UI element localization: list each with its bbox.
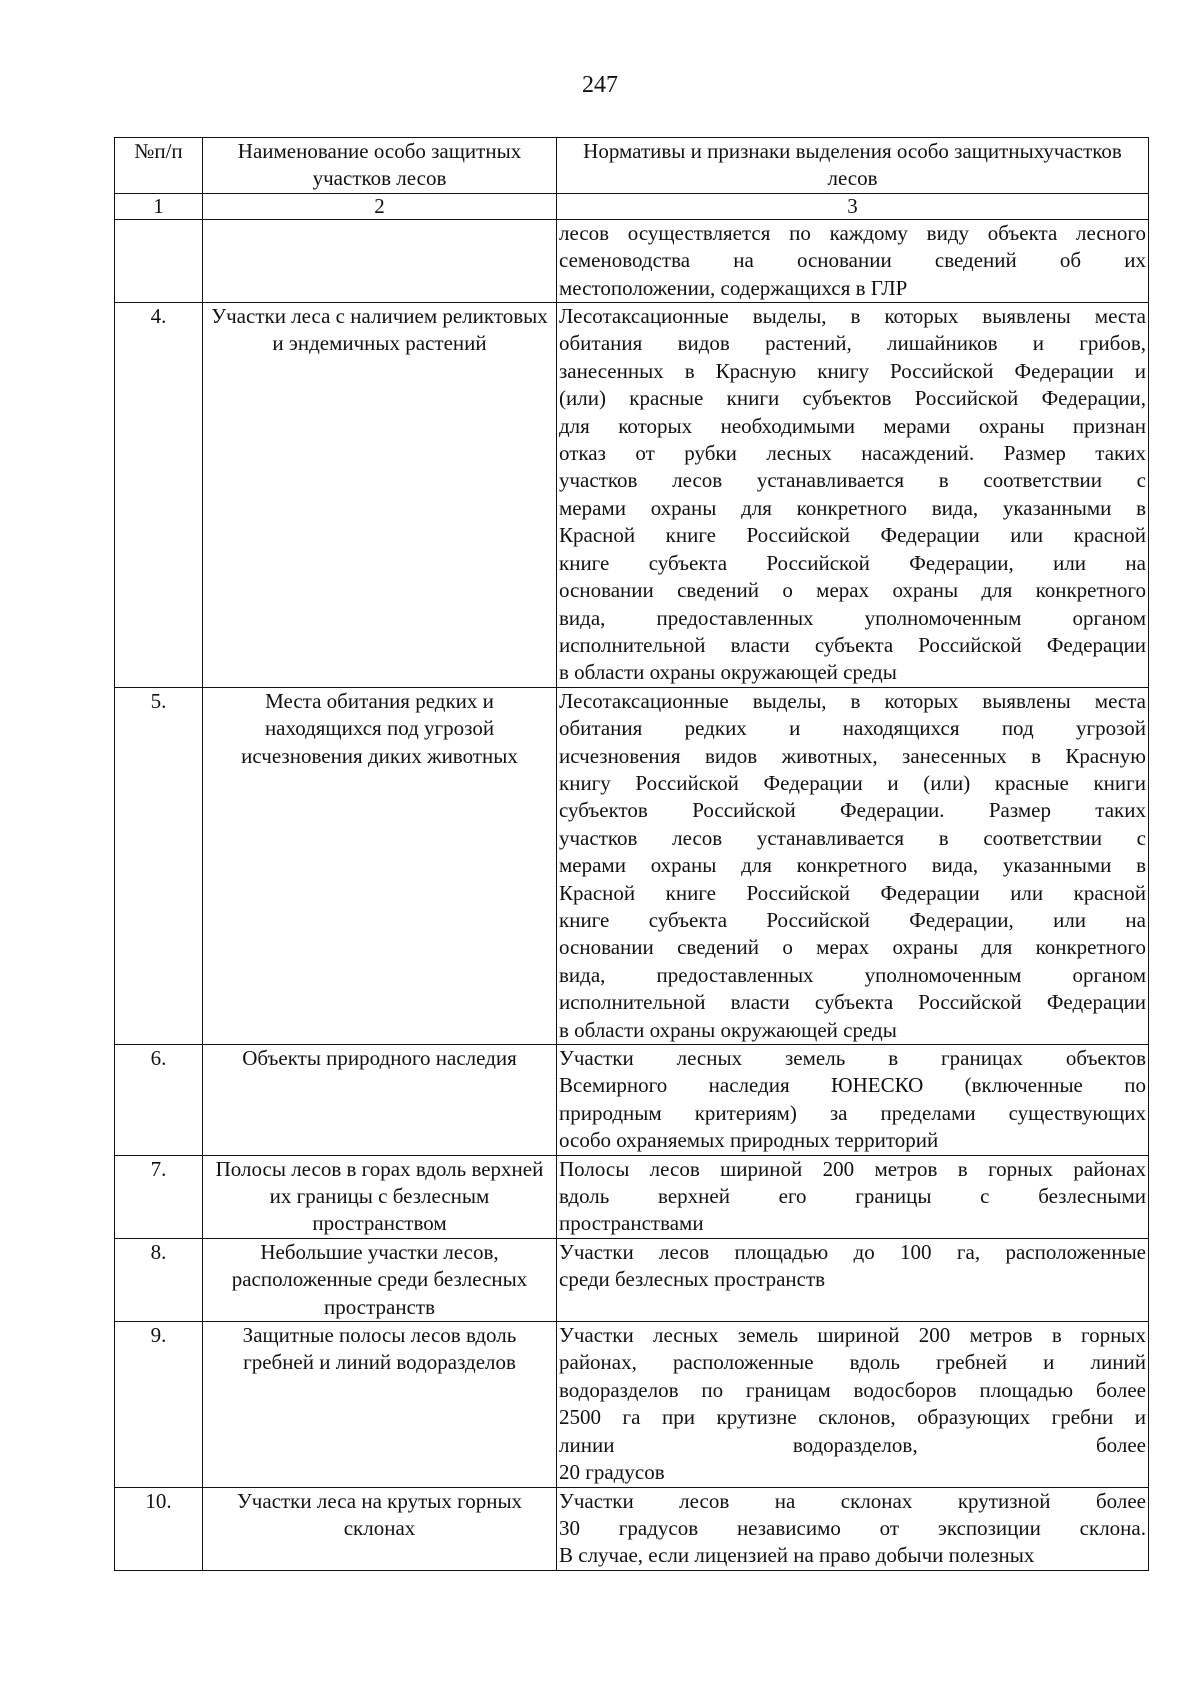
page-number: 247	[582, 72, 618, 98]
norm-text-line: (или) красные книги субъектов Российской Федерации,	[559, 386, 1146, 411]
table-row	[115, 1045, 1149, 1156]
norm-text-line: мерами охраны для конкретного вида, указанными в	[559, 495, 1146, 520]
area-norms	[557, 303, 1149, 688]
norm-text-line: Красной книге Российской Федерации или красной	[559, 523, 1146, 548]
area-norms	[557, 1045, 1149, 1156]
row-number: 10.	[115, 1487, 203, 1570]
norm-text-line: вида, предоставленных уполномоченным органом	[559, 962, 1146, 987]
norm-text-line: 2500 га при крутизне склонов, образующих гребни и	[559, 1405, 1146, 1430]
column-index: 2	[203, 193, 557, 219]
header-name: Наименование особо защитных участков лесов	[203, 138, 557, 194]
table-row	[115, 1155, 1149, 1238]
area-norms	[557, 219, 1149, 302]
norm-text-line: среди безлесных пространств	[559, 1267, 826, 1292]
norm-text-line: пространствами	[559, 1211, 704, 1236]
norm-text-line: вдоль верхней его границы с безлесными	[559, 1184, 1146, 1209]
norm-text-line: в области охраны окружающей среды	[559, 1017, 897, 1042]
area-norms	[557, 1487, 1149, 1570]
norm-text-line: В случае, если лицензией на право добычи полезных	[559, 1543, 1035, 1568]
norm-text-line: природным критериям) за пределами существующих	[559, 1100, 1146, 1125]
norm-text-line: исчезновения видов животных, занесенных в Красную	[559, 743, 1146, 768]
row-number	[115, 219, 203, 302]
area-name: Объекты природного наследия	[203, 1045, 557, 1156]
area-name: Небольшие участки лесов, расположенные среди безлесных пространств	[203, 1238, 557, 1321]
table-row	[115, 1487, 1149, 1570]
row-number: 7.	[115, 1155, 203, 1238]
row-number: 8.	[115, 1238, 203, 1321]
table-body	[115, 219, 1149, 1570]
norm-text-line: Участки лесов на склонах крутизной более	[559, 1488, 1146, 1513]
table-row	[115, 219, 1149, 302]
table-row	[115, 687, 1149, 1044]
norm-text-line: книге субъекта Российской Федерации, или на	[559, 550, 1146, 575]
norm-text-line: лесов осуществляется по каждому виду объекта лесного	[559, 220, 1146, 245]
norm-text-line: участков лесов устанавливается в соответствии с	[559, 825, 1146, 850]
norm-text-line: Красной книге Российской Федерации или красной	[559, 880, 1146, 905]
table-header	[115, 138, 1149, 220]
area-norms	[557, 1322, 1149, 1487]
area-norms	[557, 687, 1149, 1044]
area-name: Участки леса с наличием реликтовых и эндемичных растений	[203, 303, 557, 688]
norm-text-line: Лесотаксационные выделы, в которых выявлены места	[559, 688, 1146, 713]
header-row	[115, 138, 1149, 194]
norm-text-line: местоположении, содержащихся в ГЛР	[559, 275, 908, 300]
norm-text-line: основании сведений о мерах охраны для конкретного	[559, 578, 1146, 603]
norm-text-line: Лесотаксационные выделы, в которых выявлены места	[559, 304, 1146, 329]
norm-text-line: для которых необходимыми мерами охраны признан	[559, 413, 1146, 438]
norm-text-line: Участки лесных земель шириной 200 метров в горных	[559, 1323, 1146, 1348]
table-row	[115, 1322, 1149, 1487]
row-number: 9.	[115, 1322, 203, 1487]
area-name: Участки леса на крутых горных склонах	[203, 1487, 557, 1570]
area-norms	[557, 1155, 1149, 1238]
norm-text-line: отказ от рубки лесных насаждений. Размер таких	[559, 441, 1146, 466]
norm-text-line: книгу Российской Федерации и (или) красные книги	[559, 770, 1146, 795]
row-number: 5.	[115, 687, 203, 1044]
row-number: 6.	[115, 1045, 203, 1156]
norm-text-line: в области охраны окружающей среды	[559, 660, 897, 685]
norm-text-line: Всемирного наследия ЮНЕСКО (включенные по	[559, 1073, 1146, 1098]
norm-text-line: субъектов Российской Федерации. Размер таких	[559, 798, 1146, 823]
norm-text-line: основании сведений о мерах охраны для конкретного	[559, 935, 1146, 960]
forest-areas-table	[114, 137, 1149, 1571]
column-index: 3	[557, 193, 1149, 219]
norm-text-line: линии водоразделов, более	[559, 1432, 1146, 1457]
norm-text-line: районах, расположенные вдоль гребней и линий	[559, 1350, 1146, 1375]
area-norms	[557, 1238, 1149, 1321]
header-norms: Нормативы и признаки выделения особо защитныхучастков лесов	[557, 138, 1149, 194]
table-row	[115, 1238, 1149, 1321]
header-number: №п/п	[115, 138, 203, 194]
norm-text-line: исполнительной власти субъекта Российской Федерации	[559, 632, 1146, 657]
norm-text-line: мерами охраны для конкретного вида, указанными в	[559, 853, 1146, 878]
area-name: Защитные полосы лесов вдоль гребней и линий водоразделов	[203, 1322, 557, 1487]
norm-text-line: Полосы лесов шириной 200 метров в горных районах	[559, 1156, 1146, 1181]
norm-text-line: Участки лесов площадью до 100 га, расположенные	[559, 1239, 1146, 1264]
norm-text-line: книге субъекта Российской Федерации, или на	[559, 907, 1146, 932]
norm-text-line: участков лесов устанавливается в соответствии с	[559, 468, 1146, 493]
norm-text-line: особо охраняемых природных территорий	[559, 1128, 939, 1153]
norm-text-line: водоразделов по границам водосборов площадью более	[559, 1377, 1146, 1402]
norm-text-line: 30 градусов независимо от экспозиции склона.	[559, 1515, 1146, 1540]
area-name	[203, 219, 557, 302]
norm-text-line: 20 градусов	[559, 1460, 665, 1485]
column-index: 1	[115, 193, 203, 219]
area-name: Полосы лесов в горах вдоль верхней их границы с безлесным пространством	[203, 1155, 557, 1238]
norm-text-line: семеноводства на основании сведений об их	[559, 248, 1146, 273]
norm-text-line: занесенных в Красную книгу Российской Федерации и	[559, 358, 1146, 383]
area-name: Места обитания редких и находящихся под угрозой исчезновения диких животных	[203, 687, 557, 1044]
table-row	[115, 303, 1149, 688]
norm-text-line: обитания редких и находящихся под угрозой	[559, 716, 1146, 741]
row-number: 4.	[115, 303, 203, 688]
norm-text-line: Участки лесных земель в границах объектов	[559, 1046, 1146, 1070]
norm-text-line: обитания видов растений, лишайников и грибов,	[559, 331, 1146, 356]
norm-text-line: вида, предоставленных уполномоченным органом	[559, 605, 1146, 630]
column-index-row	[115, 193, 1149, 219]
norm-text-line: исполнительной власти субъекта Российской Федерации	[559, 990, 1146, 1015]
